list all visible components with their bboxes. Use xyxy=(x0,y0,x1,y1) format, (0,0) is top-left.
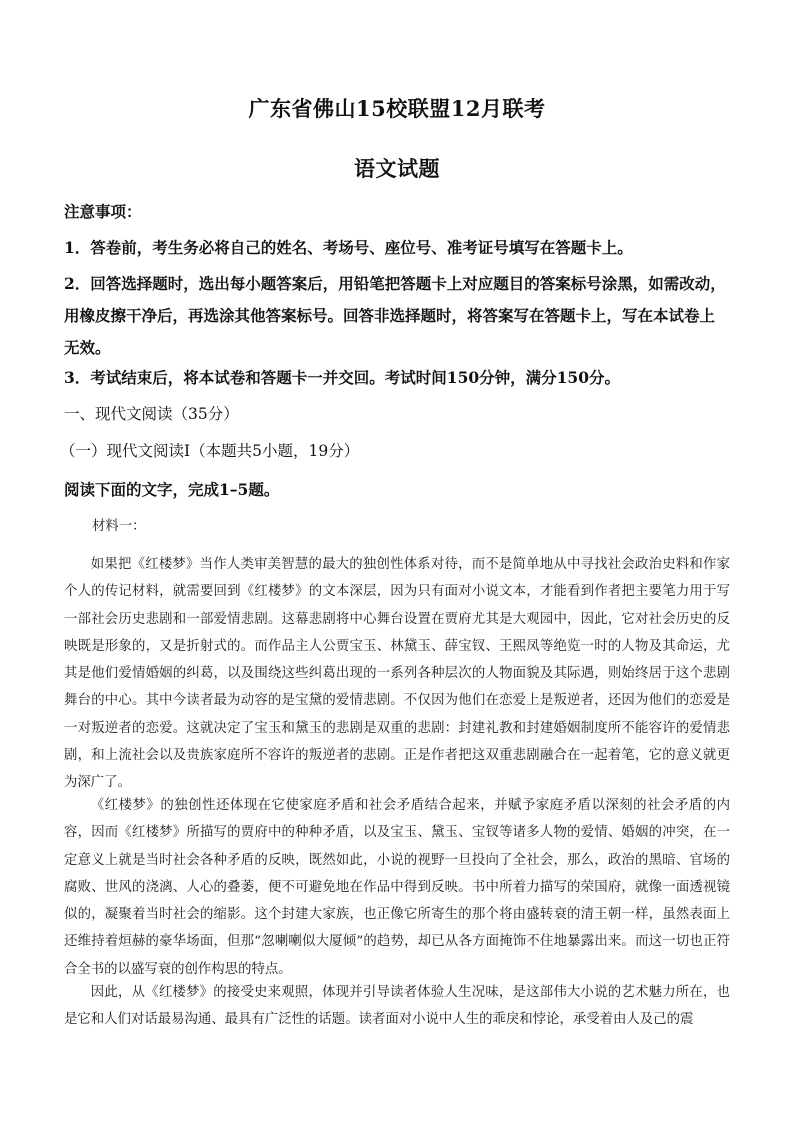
exam-subtitle: 语文试题 xyxy=(354,156,440,181)
sub-section-heading: （一）现代文阅读Ⅰ（本题共5小题，19分） xyxy=(60,442,360,460)
note-item-1: 1．答卷前，考生务必将自己的姓名、考场号、座位号、准考证号填写在答题卡上。 xyxy=(64,238,633,257)
exam-title: 广东省佛山15校联盟12月联考 xyxy=(248,96,546,121)
section-heading: 一、现代文阅读（35分） xyxy=(64,405,239,423)
material-paragraph-2: 《红楼梦》的独创性还体现在它使家庭矛盾和社会矛盾结合起来，并赋予家庭矛盾以深刻的社会矛盾的内容，因而《红楼梦》所描写的贾府中的种种矛盾，以及宝玉、黛玉、宝钗等诸多人物的爱情、婚姻的冲突，在一定意义上就是当时社会各种矛盾的反映，既然如此，小说的视野一旦投向了全社会，那么，政治的黑暗、官场的腐败、世风的浇漓、人心的叠萎，便不可避免地在作品中得到反映。书中所着力描写的荣国府，就像一面透视镜似的，凝聚着当时社会的缩影。这个封建大家族，也正像它所寄生的那个将由盛转衰的清王朝一样，虽然表面上还维持着烜赫的豪华场面，但那“忽喇喇似大厦倾”的趋势，却已从各方面掩饰不住地暴露出来。而这一切也正符合全书的以盛写衰的创作构思的特点。 xyxy=(64,798,730,977)
material-label: 材料一： xyxy=(92,519,146,534)
note-item-2: 2．回答选择题时，选出每小题答案后，用铅笔把答题卡上对应题目的答案标号涂黑，如需改动，用橡皮擦干净后，再选涂其他答案标号。回答非选择题时，将答案写在答题卡上，写在本试卷上无效。 xyxy=(64,274,726,357)
reading-instruction: 阅读下面的文字，完成1–5题。 xyxy=(64,480,280,499)
note-item-3: 3．考试结束后，将本试卷和答题卡一并交回。考试时间150分钟，满分150分。 xyxy=(64,368,620,387)
notes-heading: 注意事项： xyxy=(64,202,142,221)
material-paragraph-3: 因此，从《红楼梦》的接受史来观照，体现并引导读者体验人生况味，是这部伟大小说的艺术魅力所在，也是它和人们对话最易沟通、最具有广泛性的话题。读者面对小说中人生的乖戾和悖论，承受着由人及己的震 xyxy=(64,985,730,1028)
material-paragraph-1: 如果把《红楼梦》当作人类审美智慧的最大的独创性体系对待，而不是简单地从中寻找社会政治史料和作家个人的传记材料，就需要回到《红楼梦》的文本深层，因为只有面对小说文本，才能看到作者把主要笔力用于写一部社会历史悲剧和一部爱情悲剧。这幕悲剧将中心舞台设置在贾府尤其是大观园中，因此，它对社会历史的反映既是形象的，又是折射式的。而作品主人公贾宝玉、林黛玉、薛宝钗、王熙凤等绝览一时的人物及其命运，尤其是他们爱情婚姻的纠葛，以及围绕这些纠葛出现的一系列各种层次的人物面貌及其际遇，则始终居于这个悲剧舞台的中心。其中今读者最为动容的是宝黛的爱情悲剧。不仅因为他们在恋爱上是叛逆者，还因为他们的恋爱是一对叛逆者的恋爱。这就决定了宝玉和黛玉的悲剧是双重的悲剧：封建礼教和封建婚姻制度所不能容许的爱情悲剧，和上流社会以及贵族家庭所不容许的叛逆者的悲剧。正是作者把这双重悲剧融合在一起着笔，它的意义就更为深广了。 xyxy=(64,557,730,791)
